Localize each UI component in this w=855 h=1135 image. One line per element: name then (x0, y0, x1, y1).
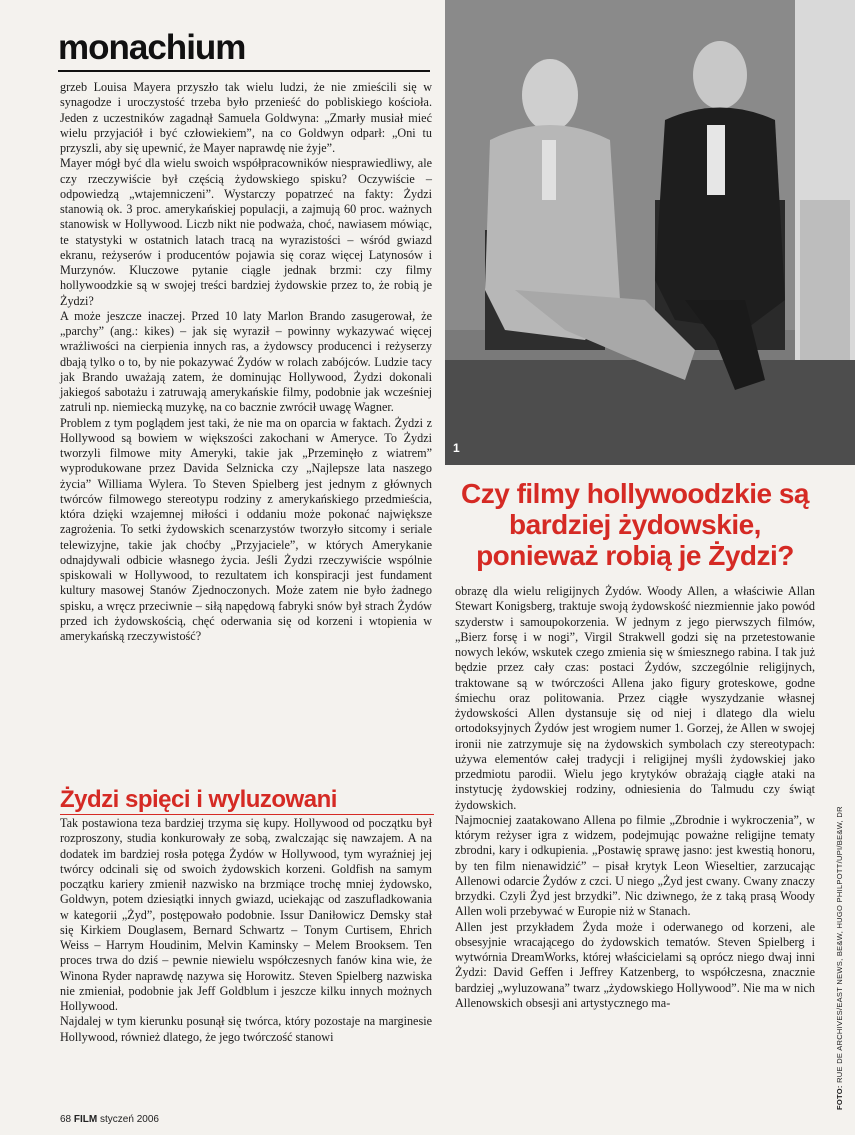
paragraph: Mayer mógł być dla wielu swoich współpracowników niesprawiedliwy, ale czy rzeczywiście był częścią żydowskiego spisku? Oczywiście – odpowiedzą „wtajemniczeni”. Wystarczy popatrzeć na fakty: Żydzi stanowią ok. 3 proc. amerykańskiej populacji, a zajmują 60 proc. ważnych stanowisk w Hollywood. Liczb nikt nie podważa, choć, nawiasem mówiąc, te statystyki w ostatnich latach tracą na wyrazistości – wśród gwiazd ekranu, reżyserów i producentów pojawia się coraz więcej Latynosów i Murzynów. Kluczowe pytanie ciągle jednak brzmi: czy filmy hollywoodzkie są w swojej treści bardziej żydowskie przez to, że robią je Żydzi? (60, 156, 432, 308)
magazine-brand: FILM (73, 1114, 98, 1125)
section-title-rule (58, 70, 430, 72)
photo-number: 1 (453, 441, 460, 455)
section-title: monachium (58, 28, 246, 67)
photo-credit-text: RUE DE ARCHIVES/EAST NEWS, BE&W, HUGO PHILPOTT/UPI/BE&W, DR (835, 806, 844, 1083)
right-column (455, 584, 815, 1011)
paragraph: Tak postawiona teza bardziej trzyma się kupy. Hollywood od początku był rozproszony, studia konkurowały ze sobą, zwalczając się nawzajem. A na dodatek im bardziej rosła potęga Żydów w Hollywood, tym wyraźniej jej twórcy odcinali się od swoich żydowskich korzeni. Goldfish na samym początku kariery zmienił nazwisko na brzmiące trochę mniej żydowsko, Goldwyn, potem dziesiątki innych gwiazd, uciekając od zaszufladkowania w kategorii „Żyd”, postępowało podobnie. Issur Daniłowicz Demsky stał się Kirkiem Douglasem, Bernard Schwartz – Tonym Curtisem, Ehrich Weiss – Harrym Houdinim, Melvin Kaminsky – Melem Brooksem. Ten proces trwa do dziś – pewnie niewielu współczesnych fanów kina wie, że Winona Ryder naprawdę nazywa się Horowitz. Steven Spielberg nazwiska nie zmieniał, podobnie jak Jeff Goldblum i jeszcze kilku innych możnych Hollywood. (60, 816, 432, 1013)
page-number: 68 (60, 1114, 72, 1125)
paragraph: A może jeszcze inaczej. Przed 10 laty Marlon Brando zasugerował, że „parchy” (ang.: kikes) – jak się wyraził – powinny wykazywać więcej wrażliwości na cierpienia innych ras, a żydowscy producenci i reżyserzy dbają tylko o to, by nie pokazywać Żydów w rolach zabójców. Ludzie tacy jak Brando uważają zatem, że dominując Hollywood, Żydzi dokonali jakiegoś sabotażu i zatruwają amerykańskie filmy, podobnie jak wcześniej zatruli np. niemiecką muzykę, na co bacznie zwrócił uwagę Wagner. (60, 308, 432, 415)
left-column-bottom (60, 816, 432, 1045)
paragraph: Najmocniej zaatakowano Allena po filmie „Zbrodnie i wykroczenia”, w którym reżyser igra z widzem, podejmując poważne religijne tematy zbrodni, kary i odkupienia. „Postawię sprawę jasno: jest kwestią honoru, by ten film nienawidzić” – pisał krytyk Leon Wieseltier, zarzucając Allenowi odarcie Żydów z czci. U niego „Żyd jest cwany. Cwany znaczy brzydki. Czyli Żyd jest brzydki”. Nic dziwnego, że z taką prasą Woody Allen woli przebywać w Europie niż w Stanach. (455, 812, 815, 919)
headline: Czy filmy hollywoodzkie są bardziej żydowskie, ponieważ robią je Żydzi? (461, 478, 809, 571)
photo-credit (835, 790, 849, 1110)
photo-illustration (445, 0, 855, 465)
left-column-top (60, 80, 432, 644)
paragraph: Problem z tym poglądem jest taki, że nie ma on oparcia w faktach. Żydzi z Hollywood są bowiem w większości zakochani w Ameryce. To Żydzi tworzyli filmowe mity Ameryki, takie jak „Przeminęło z wiatrem” wyprodukowane przez Davida Selznicka czy „Najlepsze lata naszego życia” Williama Wylera. To Steven Spielberg jest jednym z głównych twórców filmowego stereotypu rodziny z amerykańskiego przedmieścia, która dzięki wzajemnej miłości i oddaniu może pokonać największe zagrożenia. To setki żydowskich scenarzystów tworzyło sitcomy i seriale telewizyjne, takie jak choćby „Przyjaciele”, w których Amerykanie odnajdywali odbicie własnego życia. Jeśli Żydzi rzeczywiście wspólnie spiskowali w Hollywood, to rezultatem ich konspiracji jest fundament kultury masowej Stanów Zjednoczonych. Może zatem nie było żadnego spisku, a wręcz przeciwnie – siłą napędową fabryki snów był strach Żydów przed ich żydowskością, chęć oderwania się od korzeni i wtopienia w amerykańską rzeczywistość? (60, 415, 432, 643)
page-footer (60, 1114, 159, 1125)
paragraph: Allen jest przykładem Żyda może i oderwanego od korzeni, ale obsesyjnie wracającego do żydowskich tematów. Steven Spielberg i wytwórnia DreamWorks, której właścicielami są oprócz niego dwaj inni Żydzi: David Geffen i Jeffrey Katzenberg, to współczesna, znacznie bardziej „wyluzowana” twarz „żydowskiego Hollywood”. Nie ma w nich Allenowskich obsesji ani artystycznego ma- (455, 919, 815, 1010)
issue-date: styczeń 2006 (100, 1114, 159, 1125)
subheading: Żydzi spięci i wyluzowani (60, 786, 337, 813)
paragraph: Najdalej w tym kierunku posunął się twórca, który pozostaje na marginesie Hollywood, również dlatego, że jego twórczość stanowi (60, 1014, 432, 1044)
photo-credit-label: FOTO: (835, 1085, 844, 1110)
photo-two-men-seated (445, 0, 855, 465)
paragraph: obrazę dla wielu religijnych Żydów. Woody Allen, a właściwie Allan Stewart Konigsberg, traktuje swoją żydowskość niezmiennie jako powód szyderstw i samoupokorzenia. W jednym z jego pierwszych filmów, „Bierz forsę i w nogi”, Virgil Strakwell godzi się na przetestowanie nowych leków, wskutek czego zmienia się w śmiesznego rabina. I tak już będzie przez cały czas: postaci Żydów, szczególnie religijnych, traktowane są w twórczości Allena jako figury groteskowe, godne śmiechu oraz politowania. Przez ciągłe wyszydzanie własnej żydowskości Allen dystansuje się od niej i dlatego dla wielu ortodoksyjnych Żydów jest wrogiem numer 1. Gorzej, że Allen w swojej ironii nie zatrzymuje się na żydowskich symbolach czy stereotypach: używa elementów całej tradycji i religijnej myśli żydowskiej jako przedmiotu parodii. Wielu jego krytyków obrażają ciągłe ataki na instytucję żydowskiej rodziny, odniesienia do Talmudu czy świąt żydowskich. (455, 584, 815, 812)
subheading-rule (60, 814, 434, 815)
paragraph: grzeb Louisa Mayera przyszło tak wielu ludzi, że nie zmieścili się w synagodze i uroczystość trzeba było przenieść do pobliskiego kościoła. Jeden z uczestników zagadnął Samuela Goldwyna: „Zmarły musiał mieć wielu przyjaciół i być człowiekiem”, na co Goldwyn odparł: „Oni tu przyszli, aby się upewnić, że Mayer naprawdę nie żyje”. (60, 80, 432, 155)
